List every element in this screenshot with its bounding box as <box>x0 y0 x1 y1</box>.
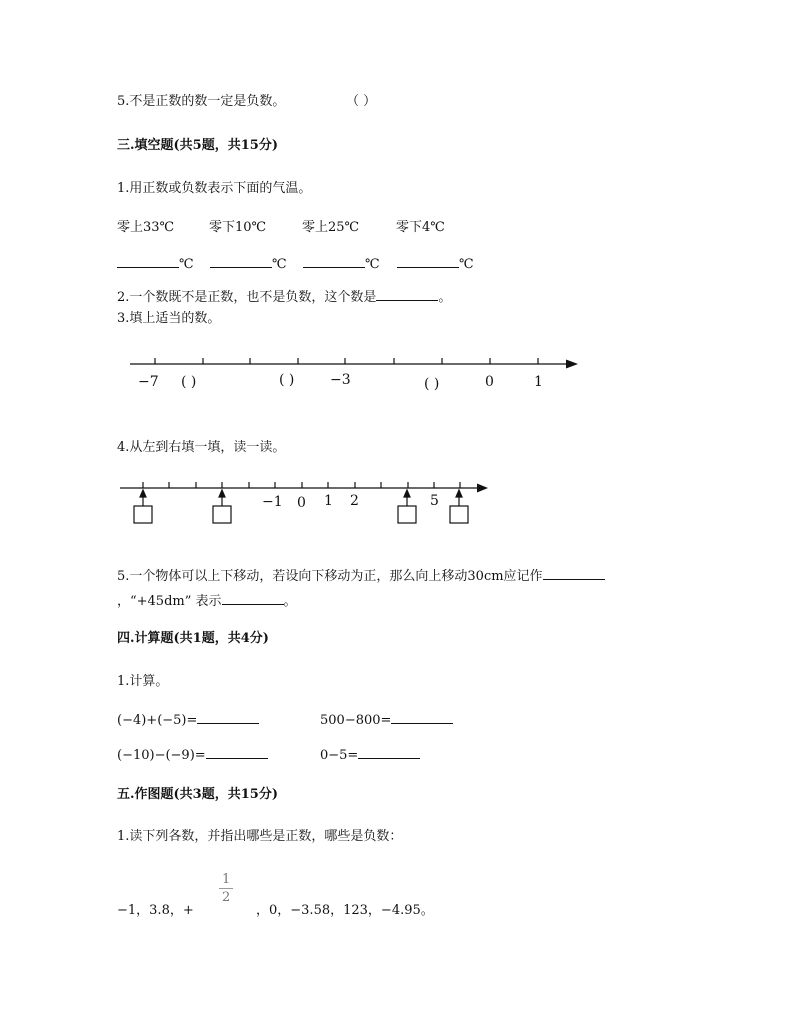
answer-box[interactable] <box>450 506 468 523</box>
calc-expr-3 <box>117 746 268 764</box>
s5-q1-stem: 1.读下列各数，并指出哪些是正数，哪些是负数： <box>117 829 403 844</box>
nl2-label: −1 <box>262 494 283 510</box>
section4-title: 四.计算题(共1题，共4分) <box>117 631 269 646</box>
nl1-label: −3 <box>330 372 351 388</box>
celsius-unit: ℃ <box>459 257 474 272</box>
s3-q1-temp-2: 零下10℃ <box>209 220 267 235</box>
calc-expr-text: (−10)−(−9)= <box>117 748 206 763</box>
answer-box[interactable] <box>134 506 152 523</box>
celsius-unit: ℃ <box>179 257 194 272</box>
s3-q5-text: 5.一个物体可以上下移动，若设向下移动为正，那么向上移动30cm应记作 <box>117 569 543 584</box>
judge-q5-text: 5.不是正数的数一定是负数。 <box>117 94 286 109</box>
nl1-label: ( ) <box>181 374 197 390</box>
fraction-denominator: 2 <box>222 890 231 905</box>
calc-expr-2 <box>320 711 453 729</box>
s3-q5-line1 <box>117 567 605 585</box>
answer-blank[interactable] <box>197 711 259 724</box>
arrow-right-icon <box>477 484 488 493</box>
nl1-label: 1 <box>534 374 543 390</box>
s3-q1-temp-3: 零上25℃ <box>302 220 360 235</box>
s4-q1-stem: 1.计算。 <box>117 674 169 689</box>
nl1-label: ( ) <box>279 372 295 388</box>
s3-q2-stem: 2.一个数既不是正数，也不是负数，这个数是 <box>117 290 377 305</box>
celsius-unit: ℃ <box>272 257 287 272</box>
nl2-label: 1 <box>324 493 333 509</box>
s3-q5-end: 。 <box>283 594 297 609</box>
nl1-label: 0 <box>485 374 494 390</box>
s5-q1-numbers-after: ，0，−3.58，123，−4.95。 <box>256 903 434 918</box>
celsius-unit: ℃ <box>365 257 380 272</box>
nl2-label: 0 <box>297 495 306 511</box>
calc-expr-text: 500−800= <box>320 713 392 728</box>
nl1-label: −7 <box>138 374 159 390</box>
calc-expr-text: 0−5= <box>320 748 359 763</box>
fraction-bar <box>219 888 233 889</box>
calc-expr-1 <box>117 711 259 729</box>
s3-q4-stem: 4.从左到右填一填，读一读。 <box>117 440 286 455</box>
answer-blank[interactable] <box>222 592 284 605</box>
s3-q5-text2: ，“+45dm” 表示 <box>117 594 222 609</box>
s3-q3-stem: 3.填上适当的数。 <box>117 311 221 326</box>
answer-blank[interactable] <box>543 567 605 580</box>
answer-box[interactable] <box>398 506 416 523</box>
calc-expr-4 <box>320 746 420 764</box>
section5-title: 五.作图题(共3题，共15分) <box>117 787 278 802</box>
s3-q1-temp-4: 零下4℃ <box>396 220 445 235</box>
answer-blank[interactable] <box>206 746 268 759</box>
s3-q2-end: 。 <box>438 290 452 305</box>
s3-q1-stem: 1.用正数或负数表示下面的气温。 <box>117 181 312 196</box>
s3-q5-line2 <box>117 592 297 610</box>
s5-q1-numbers-before: −1，3.8，+ <box>117 903 194 918</box>
nl1-label: ( ) <box>424 376 440 392</box>
s3-q1-temp-1: 零上33℃ <box>117 220 175 235</box>
section3-title: 三.填空题(共5题，共15分) <box>117 138 278 153</box>
judge-q5-paren: （ ） <box>346 94 377 109</box>
fraction-numerator: 1 <box>222 872 231 887</box>
calc-expr-text: (−4)+(−5)= <box>117 713 198 728</box>
nl2-label: 2 <box>350 493 359 509</box>
nl2-label: 5 <box>430 493 439 509</box>
answer-blank[interactable] <box>391 711 453 724</box>
answer-box[interactable] <box>213 506 231 523</box>
answer-blank[interactable] <box>358 746 420 759</box>
